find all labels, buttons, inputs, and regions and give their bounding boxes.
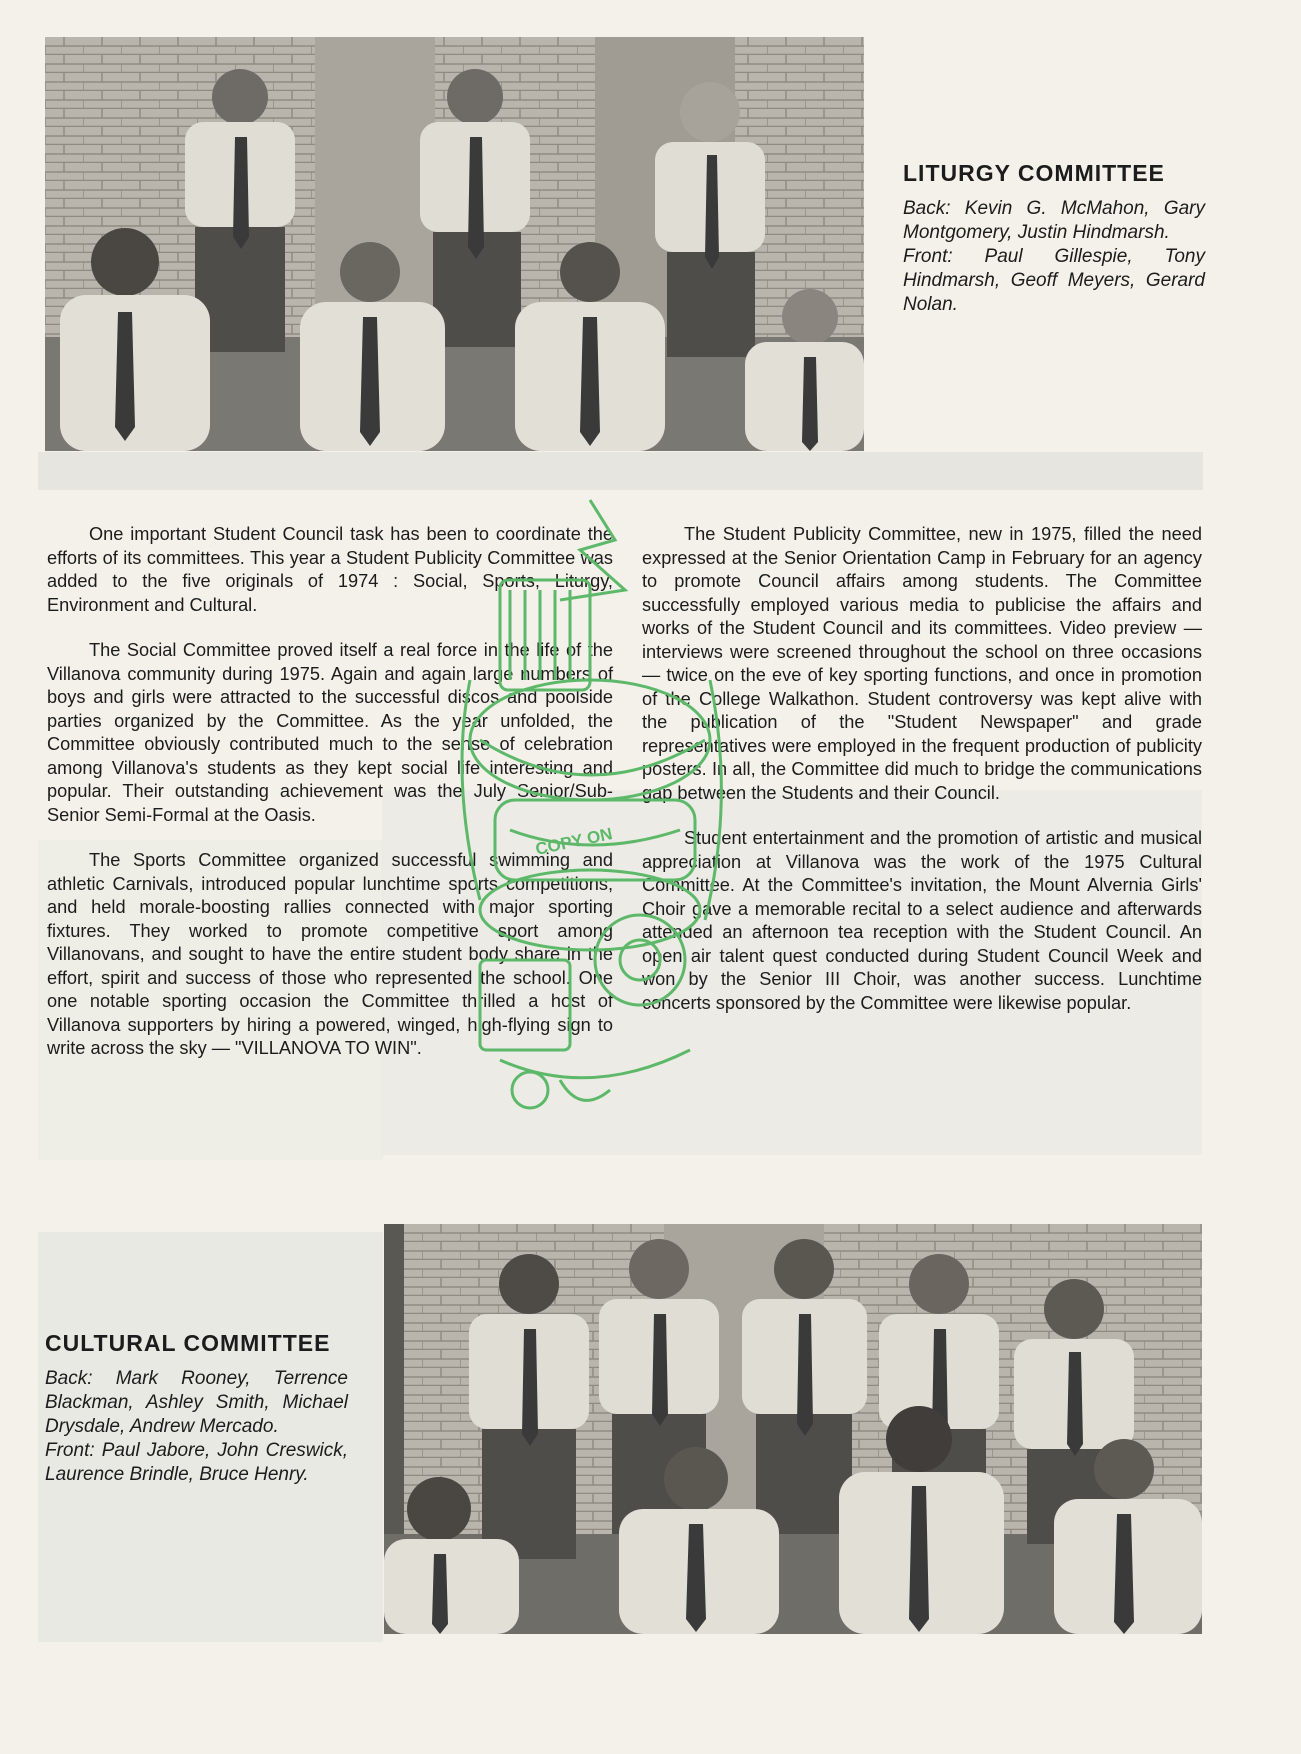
cultural-caption bbox=[45, 1330, 348, 1487]
liturgy-committee-photo bbox=[45, 37, 864, 451]
liturgy-caption bbox=[903, 160, 1205, 317]
left-paragraph-3: The Sports Committee organized successful swimming and athletic Carnivals, introduced popular lunchtime sports competitions, and held morale-boosting rallies connected with major sporting fixtures. They worked to promote competitive sport among Villanovans, and sought to have the entire student body share in the effort, spirit and success of those who represented the school. One one notable sporting occasion the Committee thrilled a host of Villanova supporters by hiring a powered, winged, high-flying sign to write across the sky — "VILLANOVA TO WIN". bbox=[47, 850, 613, 1058]
right-paragraph-1: The Student Publicity Committee, new in 1975, filled the need expressed at the Senior Orientation Camp in February for an agency to promote Council affairs among students. The Committee successfully employed various media to publicise the affairs and works of the Student Council and its committees. Video preview — interviews were screened throughout the school on three occasions — twice on the eve of key sporting functions, and once in promotion of the College Walkathon. Student controversy was kept alive with the publication of the "Student Newspaper" and grade representatives were employed in the frequent production of publicity posters. In all, the Committee did much to bridge the communications gap between the Students and their Council. bbox=[642, 524, 1202, 803]
right-paragraph-2: Student entertainment and the promotion of artistic and musical appreciation at Villanova was the work of the 1975 Cultural Committee. At the Committee's invitation, the Mount Alvernia Girls' Choir gave a memorable recital to a select audience and afterwards attended an afternoon tea reception with the Student Council. An open air talent quest conducted during Student Council Week and won by the Senior III Choir, was another success. Lunchtime concerts sponsored by the Committee were likewise popular. bbox=[642, 828, 1202, 1013]
left-paragraph-1: One important Student Council task has been to coordinate the efforts of its committees. This year a Student Publicity Committee was added to the five originals of 1974 : Social, Sports, Liturgy, Environment and Cultural. bbox=[47, 524, 613, 615]
liturgy-front-names: Front: Paul Gillespie, Tony Hindmarsh, Geoff Meyers, Gerard Nolan. bbox=[903, 246, 1205, 315]
cultural-committee-photo bbox=[384, 1224, 1202, 1634]
cultural-title: CULTURAL COMMITTEE bbox=[45, 1330, 331, 1356]
left-text-column bbox=[47, 523, 613, 1061]
cultural-front-names: Front: Paul Jabore, John Creswick, Laurence Brindle, Bruce Henry. bbox=[45, 1440, 348, 1485]
liturgy-title: LITURGY COMMITTEE bbox=[903, 160, 1165, 186]
right-text-column bbox=[642, 523, 1202, 1015]
liturgy-back-names: Back: Kevin G. McMahon, Gary Montgomery, Justin Hindmarsh. bbox=[903, 198, 1205, 243]
cultural-back-names: Back: Mark Rooney, Terrence Blackman, Ashley Smith, Michael Drysdale, Andrew Mercado. bbox=[45, 1368, 348, 1437]
mascot-label: COPY ON bbox=[533, 824, 615, 859]
faint-band-top bbox=[38, 452, 1203, 490]
left-paragraph-2: The Social Committee proved itself a real force in the life of the Villanova community during 1975. Again and again large numbers of boys and girls were attracted to the successful discos and poolside parties organized by the Committee. As the year unfolded, the Committee obviously contributed much to the sense of celebration among Villanova's students as they kept social life interesting and popular. Their outstanding achievement was the July Senior/Sub-Senior Semi-Formal at the Oasis. bbox=[47, 640, 613, 825]
